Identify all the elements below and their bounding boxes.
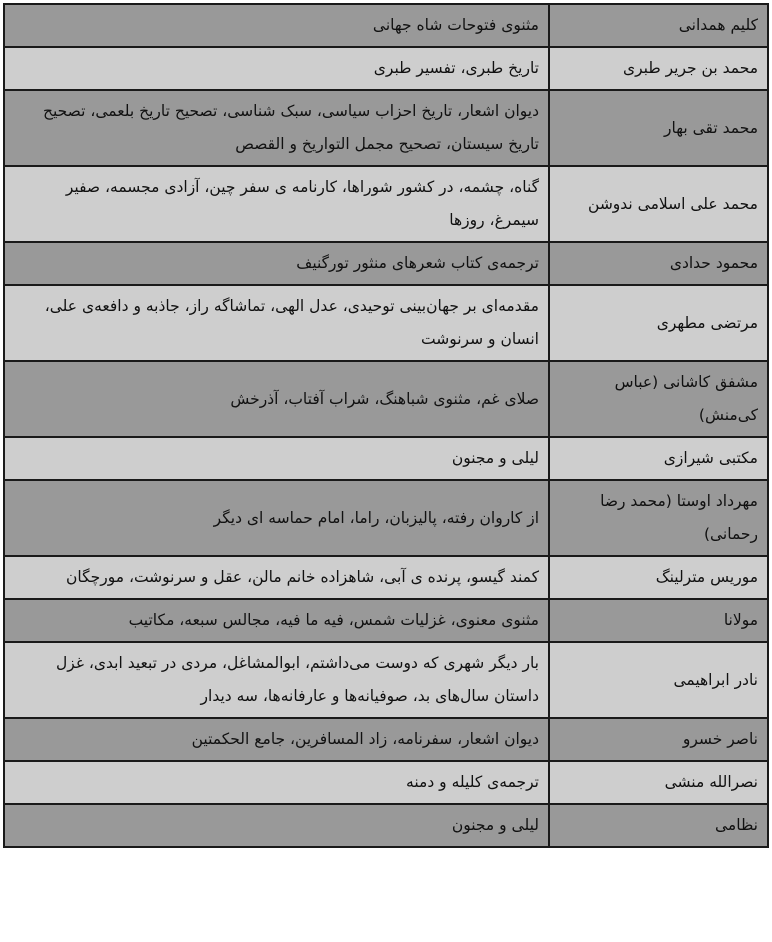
author-cell: مرتضی مطهری bbox=[549, 285, 768, 361]
author-cell: مکتبی شیرازی bbox=[549, 437, 768, 480]
works-cell: دیوان اشعار، تاریخ احزاب سیاسی، سبک شناسی، تصحیح تاریخ بلعمی، تصحیح تاریخ سیستان، تصحیح مجمل التواریخ و القصص bbox=[4, 90, 549, 166]
author-cell: محمد بن جریر طبری bbox=[549, 47, 768, 90]
works-cell: مثنوی فتوحات شاه جهانی bbox=[4, 4, 549, 47]
author-cell: مولانا bbox=[549, 599, 768, 642]
works-cell: مقدمه‌ای بر جهان‌بینی توحیدی، عدل الهی، تماشاگه راز، جاذبه و دافعه‌ی علی، انسان و سرنوشت bbox=[4, 285, 549, 361]
works-cell: لیلی و مجنون bbox=[4, 437, 549, 480]
author-cell: ناصر خسرو bbox=[549, 718, 768, 761]
works-cell: صلای غم، مثنوی شباهنگ، شراب آفتاب، آذرخش bbox=[4, 361, 549, 437]
author-cell: محمد علی اسلامی ندوشن bbox=[549, 166, 768, 242]
works-cell: ترجمه‌ی کلیله و دمنه bbox=[4, 761, 549, 804]
author-cell: مشفق کاشانی (عباس کی‌منش) bbox=[549, 361, 768, 437]
works-cell: از کاروان رفته، پالیزبان، راما، امام حماسه ای دیگر bbox=[4, 480, 549, 556]
works-cell: مثنوی معنوی، غزلیات شمس، فیه ما فیه، مجالس سبعه، مکاتیب bbox=[4, 599, 549, 642]
table-row bbox=[4, 718, 768, 761]
works-cell: تاریخ طبری، تفسیر طبری bbox=[4, 47, 549, 90]
table-row bbox=[4, 480, 768, 556]
table-row bbox=[4, 47, 768, 90]
table-row bbox=[4, 642, 768, 718]
table-row bbox=[4, 285, 768, 361]
table-row bbox=[4, 4, 768, 47]
works-cell: بار دیگر شهری که دوست می‌داشتم، ابوالمشاغل، مردی در تبعید ابدی، غزل داستان سال‌های بد، صوفیانه‌ها و عارفانه‌ها، سه دیدار bbox=[4, 642, 549, 718]
author-cell: نظامی bbox=[549, 804, 768, 847]
table-row bbox=[4, 242, 768, 285]
author-cell: محمد تقی بهار bbox=[549, 90, 768, 166]
table-row bbox=[4, 437, 768, 480]
author-cell: محمود حدادی bbox=[549, 242, 768, 285]
author-cell: مهرداد اوستا (محمد رضا رحمانی) bbox=[549, 480, 768, 556]
author-cell: نادر ابراهیمی bbox=[549, 642, 768, 718]
works-cell: گناه، چشمه، در کشور شوراها، کارنامه ی سفر چین، آزادی مجسمه، صفیر سیمرغ، روزها bbox=[4, 166, 549, 242]
table-row bbox=[4, 804, 768, 847]
table-row bbox=[4, 761, 768, 804]
author-cell: نصرالله منشی bbox=[549, 761, 768, 804]
table-row bbox=[4, 556, 768, 599]
works-cell: کمند گیسو، پرنده ی آبی، شاهزاده خانم مالن، عقل و سرنوشت، مورچگان bbox=[4, 556, 549, 599]
table-row bbox=[4, 599, 768, 642]
table-row bbox=[4, 90, 768, 166]
works-cell: ترجمه‌ی کتاب شعرهای منثور تورگنیف bbox=[4, 242, 549, 285]
author-cell: کلیم همدانی bbox=[549, 4, 768, 47]
table-row bbox=[4, 361, 768, 437]
table-row bbox=[4, 166, 768, 242]
author-cell: موریس مترلینگ bbox=[549, 556, 768, 599]
works-cell: دیوان اشعار، سفرنامه، زاد المسافرین، جامع الحکمتین bbox=[4, 718, 549, 761]
authors-works-table bbox=[3, 3, 769, 848]
works-cell: لیلی و مجنون bbox=[4, 804, 549, 847]
